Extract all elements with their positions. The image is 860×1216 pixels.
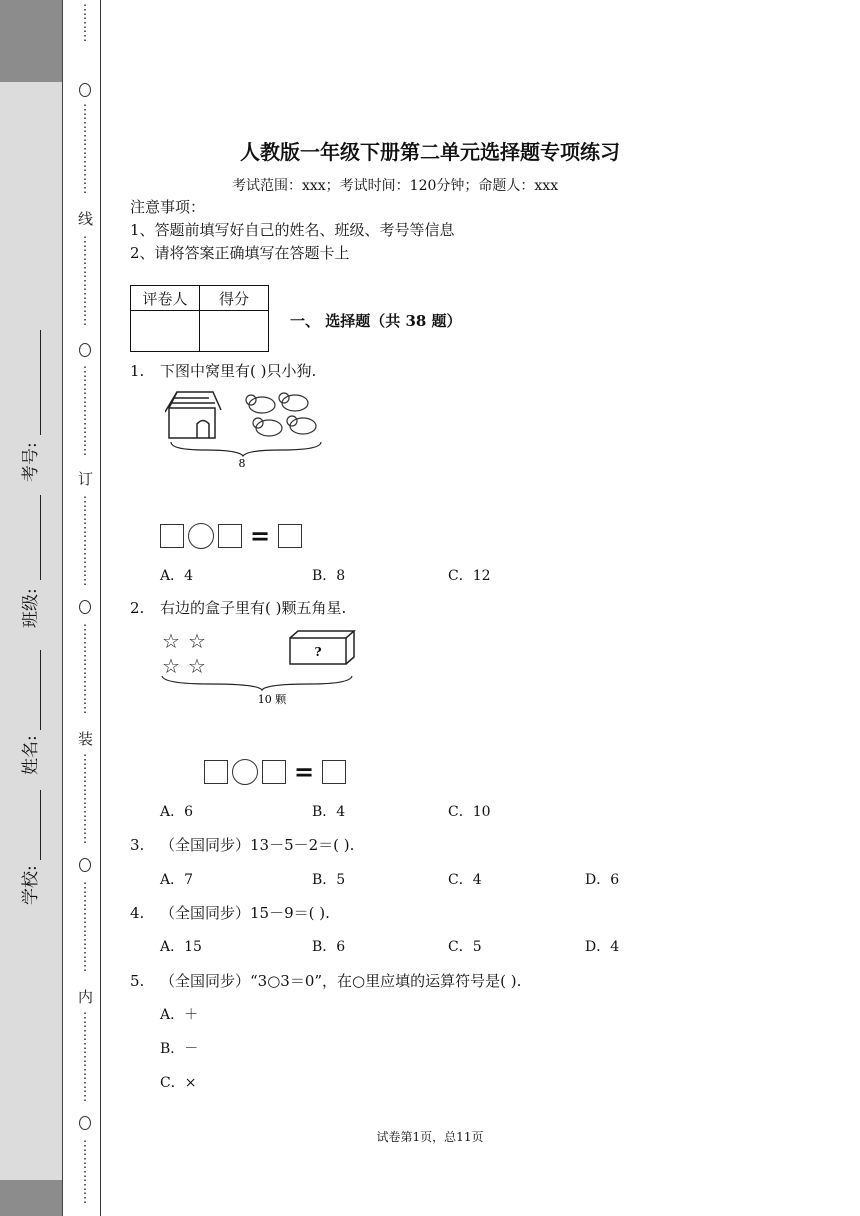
notes — [130, 196, 455, 265]
name-blank[interactable] — [40, 650, 41, 730]
question-1 — [130, 360, 316, 381]
binding-hole — [79, 600, 91, 614]
option[interactable]: B．6 — [312, 939, 346, 955]
notes-item: 2、请将答案正确填写在答题卡上 — [130, 244, 350, 262]
svg-text:☆: ☆ — [162, 629, 180, 653]
option[interactable]: C．4 — [448, 872, 482, 888]
stars-box-figure — [160, 628, 360, 708]
score-cell[interactable] — [200, 311, 269, 352]
blank-circle[interactable] — [188, 523, 214, 549]
svg-text:☆: ☆ — [188, 654, 206, 678]
question-number: 2. — [130, 599, 145, 617]
line-char-xian: 线 — [78, 210, 94, 228]
option[interactable]: B．5 — [312, 872, 346, 888]
blank-box[interactable] — [278, 524, 302, 548]
page-footer: 试卷第1页，总11页 — [376, 1130, 484, 1144]
svg-text:☆: ☆ — [188, 629, 206, 653]
option[interactable]: C．12 — [448, 568, 491, 584]
name-label: 姓名: — [21, 735, 41, 775]
question-3 — [130, 834, 354, 855]
equation-blanks[interactable] — [160, 522, 302, 550]
grader-cell[interactable] — [131, 311, 200, 352]
option[interactable]: C．10 — [448, 804, 491, 820]
question-4 — [130, 902, 330, 923]
option[interactable]: A．15 — [160, 939, 202, 955]
question-text: （全国同步）15－9＝( ). — [160, 904, 330, 922]
option[interactable]: B．8 — [312, 568, 346, 584]
question-number: 3. — [130, 836, 145, 854]
blank-box[interactable] — [204, 760, 228, 784]
question-text: （全国同步）13－5－2＝( ). — [160, 836, 355, 854]
figure-label: 10 颗 — [257, 693, 287, 706]
score-table — [130, 285, 269, 352]
section-title: 一、 选择题（共 38 题） — [290, 312, 462, 330]
star-icons — [162, 629, 206, 678]
question-number: 5. — [130, 972, 145, 990]
line-char-ding: 订 — [78, 470, 94, 488]
svg-text:☆: ☆ — [162, 654, 180, 678]
binding-hole — [79, 858, 91, 872]
option[interactable]: D．6 — [585, 872, 620, 888]
equation-blanks[interactable] — [204, 758, 346, 786]
equals-sign: = — [250, 522, 271, 550]
question-5 — [130, 970, 521, 991]
question-2 — [130, 597, 346, 618]
box-mark: ? — [314, 645, 322, 659]
option[interactable]: C．5 — [448, 939, 482, 955]
blank-box[interactable] — [322, 760, 346, 784]
option[interactable]: B．－ — [160, 1041, 199, 1057]
question-text: （全国同步）“3○3＝0”，在○里应填的运算符号是( ). — [160, 972, 522, 990]
binding-hole — [79, 343, 91, 357]
exam-number-blank[interactable] — [40, 330, 41, 435]
grader-header: 评卷人 — [131, 286, 200, 311]
binding-rule — [100, 0, 101, 1216]
option[interactable]: B．4 — [312, 804, 346, 820]
notes-heading: 注意事项： — [130, 198, 206, 216]
blank-box[interactable] — [160, 524, 184, 548]
student-info-fields — [0, 0, 62, 1216]
blank-box[interactable] — [218, 524, 242, 548]
exam-info: 考试范围：xxx；考试时间：120分钟；命题人：xxx — [232, 178, 559, 194]
question-number: 4. — [130, 904, 145, 922]
option[interactable]: A．7 — [160, 872, 194, 888]
figure-label: 8 — [238, 457, 246, 470]
question-number: 1. — [130, 362, 145, 380]
school-blank[interactable] — [40, 790, 41, 860]
dog-icons — [246, 393, 316, 436]
cut-line: ⋮ ⋮ ⋮ ⋮ ⋮ ⋮ ⋮ ⋮ ⋮ ⋮ 线 ⋮ ⋮ ⋮ ⋮ ⋮ ⋮ ⋮ ⋮ ⋮ ⋮ ⋮ ⋮ ⋮ ⋮ 订 ⋮ ⋮ ⋮ ⋮ ⋮ ⋮ ⋮ ⋮ ⋮ ⋮ ⋮ ⋮ ⋮ ⋮ 装 ⋮ ⋮ ⋮ ⋮ ⋮ ⋮ ⋮ ⋮ ⋮ ⋮ ⋮ ⋮ ⋮ ⋮ 内 ⋮ ⋮ ⋮ ⋮ ⋮ ⋮ ⋮ ⋮ ⋮ ⋮ ⋮ ⋮ — [78, 3, 94, 1206]
question-text: 下图中窝里有( )只小狗. — [160, 362, 317, 380]
class-label: 班级: — [21, 588, 41, 628]
class-blank[interactable] — [40, 495, 41, 580]
binding-border — [62, 0, 63, 1216]
blank-box[interactable] — [262, 760, 286, 784]
question-text: 右边的盒子里有( )颗五角星. — [160, 599, 347, 617]
exam-number-label: 考号: — [21, 442, 41, 482]
box-icon — [290, 631, 354, 664]
equals-sign: = — [294, 758, 315, 786]
line-char-zhuang: 装 — [78, 730, 94, 748]
option[interactable]: C．× — [160, 1075, 197, 1091]
score-header: 得分 — [200, 286, 269, 311]
blank-circle[interactable] — [232, 759, 258, 785]
page-title: 人教版一年级下册第二单元选择题专项练习 — [240, 140, 620, 164]
school-label: 学校: — [21, 865, 41, 905]
doghouse-figure — [165, 390, 327, 470]
option[interactable]: A．4 — [160, 568, 194, 584]
binding-hole — [79, 83, 91, 97]
option[interactable]: A．6 — [160, 804, 194, 820]
notes-item: 1、答题前填写好自己的姓名、班级、考号等信息 — [130, 221, 455, 239]
option[interactable]: D．4 — [585, 939, 620, 955]
line-char-nei: 内 — [78, 988, 94, 1006]
option[interactable]: A．＋ — [160, 1007, 199, 1023]
